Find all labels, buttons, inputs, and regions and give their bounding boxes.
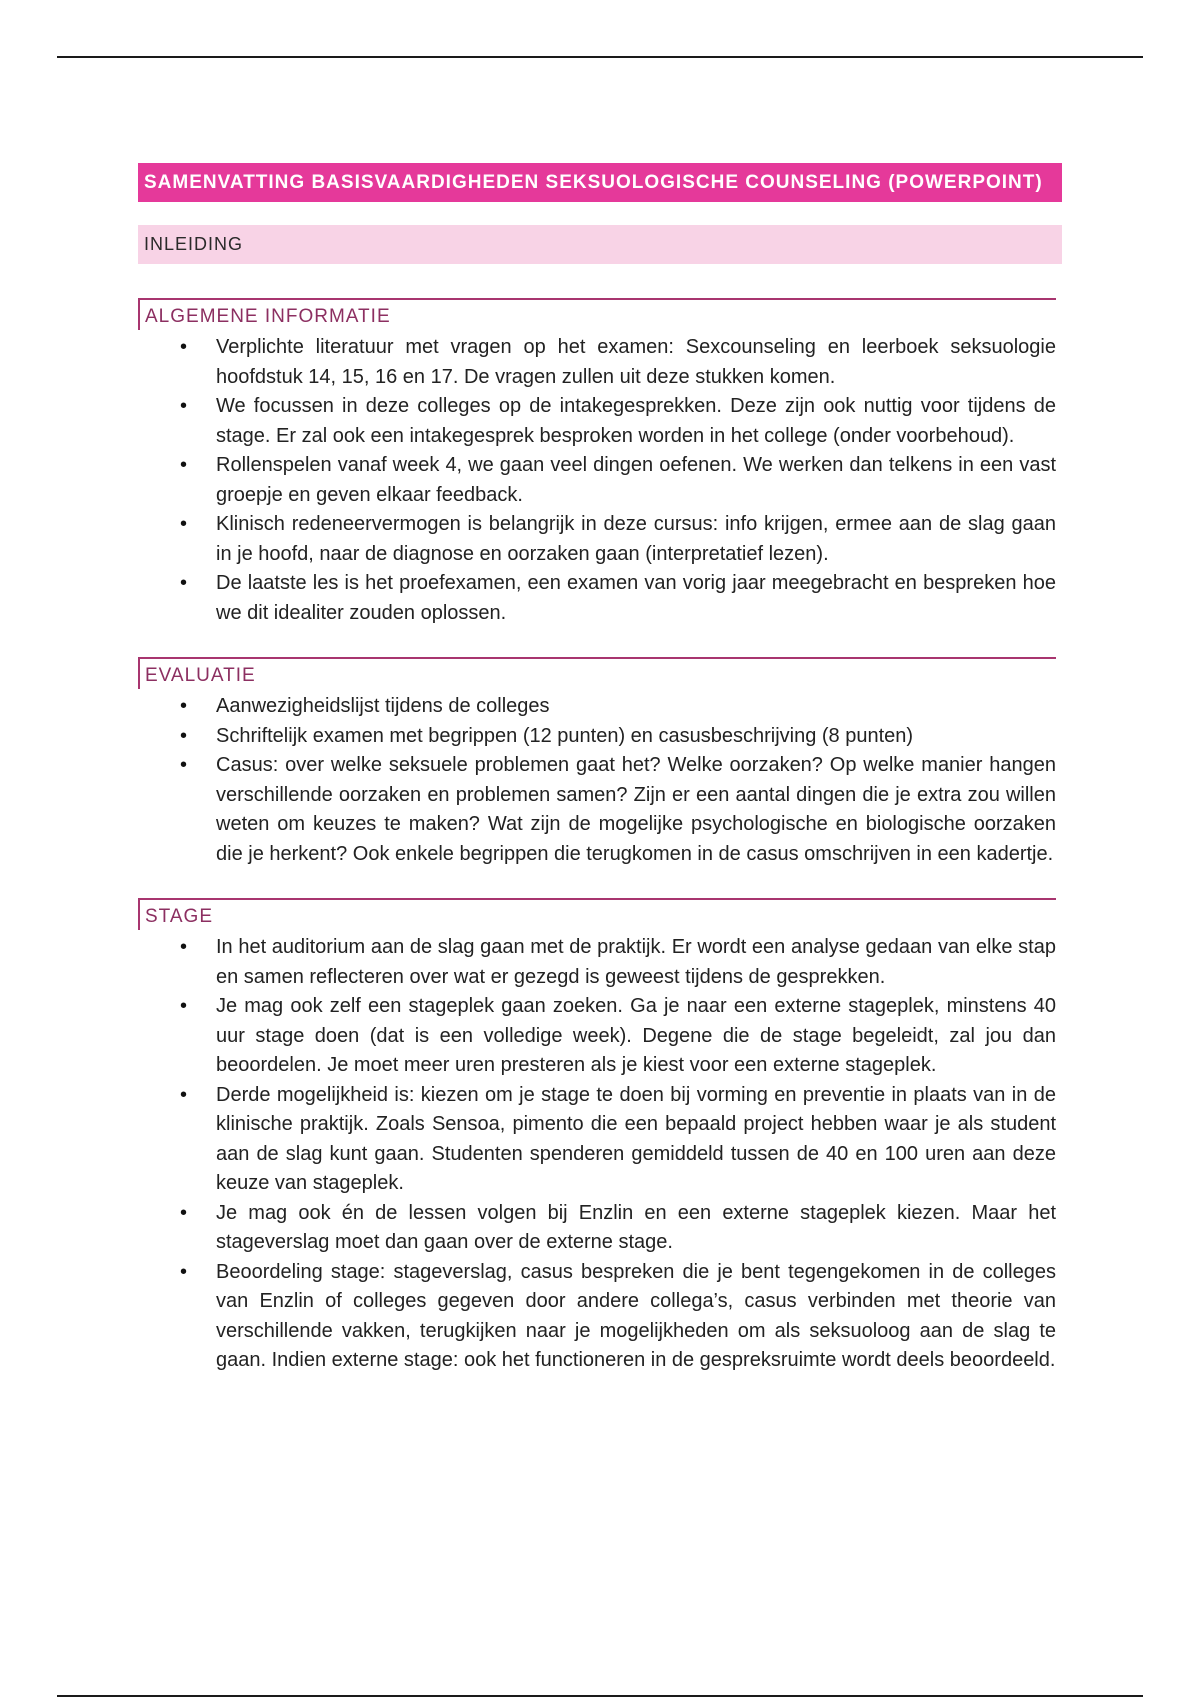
list-item: • Aanwezigheidslijst tijdens de colleges — [138, 692, 1056, 722]
section-evaluatie — [138, 657, 1062, 869]
section-heading: EVALUATIE — [138, 657, 1056, 689]
list-item: • Rollenspelen vanaf week 4, we gaan veel dingen oefenen. We werken dan telkens in een vast groepje en geven elkaar feedback. — [138, 451, 1056, 510]
bullet-list — [138, 933, 1062, 1376]
bullet-list — [138, 692, 1062, 869]
list-item: • De laatste les is het proefexamen, een examen van vorig jaar meegebracht en bespreken hoe we dit idealiter zouden oplossen. — [138, 569, 1056, 628]
page-top-rule — [57, 56, 1143, 58]
section-heading: STAGE — [138, 898, 1056, 930]
list-item: • Klinisch redeneervermogen is belangrijk in deze cursus: info krijgen, ermee aan de slag gaan in je hoofd, naar de diagnose en oorzaken gaan (interpretatief lezen). — [138, 510, 1056, 569]
section-stage — [138, 898, 1062, 1376]
chapter-heading: INLEIDING — [138, 225, 1062, 264]
list-item: • Casus: over welke seksuele problemen gaat het? Welke oorzaken? Op welke manier hangen verschillende oorzaken en problemen samen? Zijn er een aantal dingen die je extra zou willen weten om keuzes te maken? Wat zijn de mogelijke psychologische en biologische oorzaken die je herkent? Ook enkele begrippen die terugkomen in de casus omschrijven in een kadertje. — [138, 751, 1056, 869]
list-item: • Je mag ook én de lessen volgen bij Enzlin en een externe stageplek kiezen. Maar het stageverslag moet dan gaan over de externe stage. — [138, 1199, 1056, 1258]
document-title: SAMENVATTING BASISVAARDIGHEDEN SEKSUOLOGISCHE COUNSELING (POWERPOINT) — [138, 163, 1062, 202]
list-item: • We focussen in deze colleges op de intakegesprekken. Deze zijn ook nuttig voor tijdens de stage. Er zal ook een intakegesprek besproken worden in het college (onder voorbehoud). — [138, 392, 1056, 451]
section-heading: ALGEMENE INFORMATIE — [138, 298, 1056, 330]
list-item: • Je mag ook zelf een stageplek gaan zoeken. Ga je naar een externe stageplek, minstens 40 uur stage doen (dat is een volledige week). Degene die de stage begeleidt, zal jou dan beoordelen. Je moet meer uren presteren als je kiest voor een externe stageplek. — [138, 992, 1056, 1081]
section-algemene-informatie — [138, 298, 1062, 628]
list-item: • Beoordeling stage: stageverslag, casus bespreken die je bent tegengekomen in de colleges van Enzlin of colleges gegeven door andere collega’s, casus verbinden met theorie van verschillende vakken, terugkijken naar je mogelijkheden om als seksuoloog aan de slag te gaan. Indien externe stage: ook het functioneren in de gespreksruimte wordt deels beoordeeld. — [138, 1258, 1056, 1376]
page-bottom-rule — [57, 1695, 1143, 1697]
list-item: • Schriftelijk examen met begrippen (12 punten) en casusbeschrijving (8 punten) — [138, 722, 1056, 752]
list-item: • Derde mogelijkheid is: kiezen om je stage te doen bij vorming en preventie in plaats van in de klinische praktijk. Zoals Sensoa, pimento die een bepaald project hebben waar je als student aan de slag kunt gaan. Studenten spenderen gemiddeld tussen de 40 en 100 uren aan deze keuze van stageplek. — [138, 1081, 1056, 1199]
document-body — [138, 163, 1062, 1376]
bullet-list — [138, 333, 1062, 628]
list-item: • In het auditorium aan de slag gaan met de praktijk. Er wordt een analyse gedaan van elke stap en samen reflecteren over wat er gezegd is geweest tijdens de gesprekken. — [138, 933, 1056, 992]
list-item: • Verplichte literatuur met vragen op het examen: Sexcounseling en leerboek seksuologie hoofdstuk 14, 15, 16 en 17. De vragen zullen uit deze stukken komen. — [138, 333, 1056, 392]
